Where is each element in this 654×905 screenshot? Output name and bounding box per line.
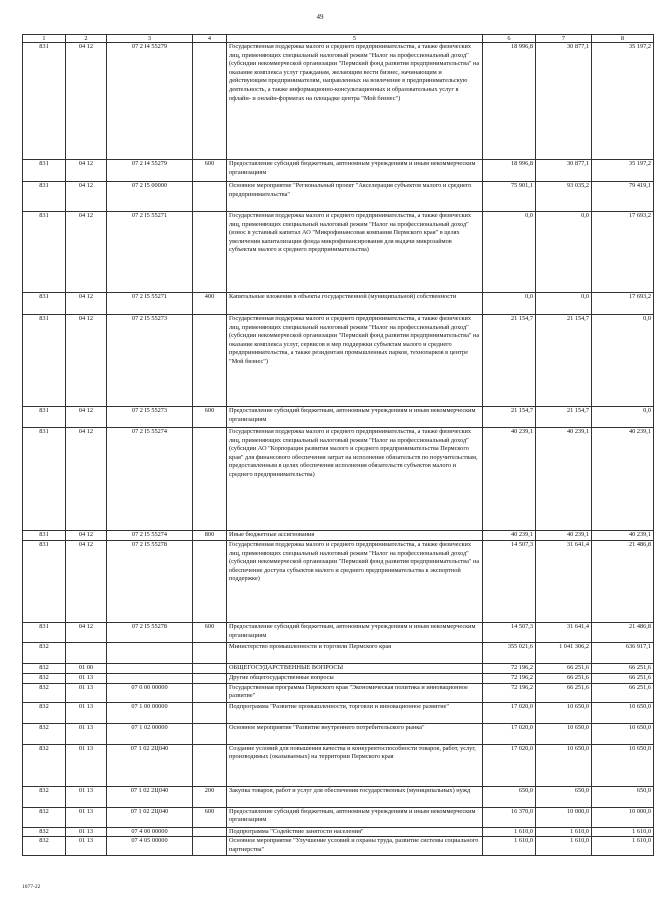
amount-year2-cell: 93 035,2 xyxy=(536,182,592,212)
section-cell: 04 12 xyxy=(66,212,107,293)
expense-type-cell xyxy=(193,664,227,674)
admin-code-cell: 832 xyxy=(23,674,66,684)
amount-year2-cell: 40 239,1 xyxy=(536,531,592,541)
amount-year3-cell: 66 251,6 xyxy=(592,683,654,702)
amount-year2-cell: 66 251,6 xyxy=(536,664,592,674)
admin-code-cell: 831 xyxy=(23,293,66,315)
description-cell: Государственная поддержка малого и среднего предпринимательства, а также физических лиц, применяющих специальный налоговый режим "Налог на профессиональный доход" (субсидии некоммерческой организации "Пермский фонд развития предпринимательства" на обеспечение доступа субъектов малого и среднего предпринимательства к экспортной поддержке) xyxy=(227,541,483,623)
amount-year1-cell: 18 996,8 xyxy=(483,43,536,160)
column-header: 6 xyxy=(483,35,536,43)
amount-year3-cell: 10 650,0 xyxy=(592,702,654,723)
description-cell: Основное мероприятие "Улучшение условий и охраны труда, развитие системы социального партнерства" xyxy=(227,837,483,856)
description-cell: Подпрограмма "Содействие занятости населения" xyxy=(227,827,483,837)
table-row xyxy=(23,683,654,702)
amount-year2-cell: 30 877,1 xyxy=(536,160,592,182)
description-cell: Предоставление субсидий бюджетным, автономным учреждениям и иным некоммерческим организациям xyxy=(227,160,483,182)
admin-code-cell: 832 xyxy=(23,827,66,837)
target-article-cell: 07 2 I5 55274 xyxy=(107,428,193,531)
description-cell: Государственная поддержка малого и среднего предпринимательства, а также физических лиц, применяющих специальный налоговый режим "Налог на профессиональный доход" (субсидии некоммерческой организации "Пермский фонд развития предпринимательства" на оказание комплекса услуг гражданам, желающим вести бизнес, начинающим и действующим предпринимателям, направленных на вовлечение в предпринимательскую деятельность, а также информационно-консультационных и образовательных услуг в офлайн- и онлайн-форматах на площадке центра "Мой бизнес") xyxy=(227,43,483,160)
table-row xyxy=(23,723,654,744)
target-article-cell: 07 2 I5 55273 xyxy=(107,407,193,428)
section-cell: 01 13 xyxy=(66,702,107,723)
amount-year2-cell: 1 041 306,2 xyxy=(536,643,592,664)
amount-year1-cell: 650,0 xyxy=(483,786,536,807)
amount-year2-cell: 30 877,1 xyxy=(536,43,592,160)
column-header: 1 xyxy=(23,35,66,43)
target-article-cell: 07 2 I5 55271 xyxy=(107,212,193,293)
amount-year2-cell: 10 650,0 xyxy=(536,744,592,786)
description-cell: Создание условий для повышения качества и конкурентоспособности товаров, работ, услуг, производимых (оказываемых) на территории Пермского края xyxy=(227,744,483,786)
amount-year2-cell: 1 610,0 xyxy=(536,837,592,856)
section-cell: 01 13 xyxy=(66,827,107,837)
admin-code-cell: 832 xyxy=(23,807,66,827)
target-article-cell: 07 1 02 2Ц040 xyxy=(107,744,193,786)
section-cell: 04 12 xyxy=(66,407,107,428)
amount-year1-cell: 21 154,7 xyxy=(483,315,536,407)
target-article-cell xyxy=(107,664,193,674)
amount-year1-cell: 14 507,3 xyxy=(483,623,536,643)
admin-code-cell: 832 xyxy=(23,786,66,807)
section-cell: 01 00 xyxy=(66,664,107,674)
expense-type-cell: 800 xyxy=(193,531,227,541)
description-cell: Государственная поддержка малого и среднего предпринимательства, а также физических лиц, применяющих специальный налоговый режим "Налог на профессиональный доход" (взнос в уставный капитал АО "Микрофинансовая компания Пермского края" в целях увеличения капитализации фонда микрофинансирования для выдачи микрозаймов субъектам малого и среднего предпринимательства) xyxy=(227,212,483,293)
amount-year3-cell: 21 486,8 xyxy=(592,623,654,643)
amount-year3-cell: 1 610,0 xyxy=(592,827,654,837)
description-cell: Основное мероприятие "Развитие внутреннего потребительского рынка" xyxy=(227,723,483,744)
amount-year2-cell: 10 000,0 xyxy=(536,807,592,827)
expense-type-cell xyxy=(193,541,227,623)
admin-code-cell: 831 xyxy=(23,623,66,643)
table-row xyxy=(23,807,654,827)
admin-code-cell: 831 xyxy=(23,212,66,293)
description-cell: Предоставление субсидий бюджетным, автономным учреждениям и иным некоммерческим организациям xyxy=(227,807,483,827)
page-number: 49 xyxy=(316,13,324,21)
target-article-cell: 07 1 02 2Ц040 xyxy=(107,807,193,827)
expense-type-cell xyxy=(193,428,227,531)
expense-type-cell xyxy=(193,182,227,212)
section-cell: 04 12 xyxy=(66,43,107,160)
section-cell: 01 13 xyxy=(66,786,107,807)
section-cell: 04 12 xyxy=(66,315,107,407)
amount-year1-cell: 40 239,1 xyxy=(483,531,536,541)
expense-type-cell xyxy=(193,315,227,407)
section-cell: 01 13 xyxy=(66,744,107,786)
amount-year1-cell: 0,0 xyxy=(483,212,536,293)
expense-type-cell xyxy=(193,723,227,744)
table-row xyxy=(23,160,654,182)
section-cell: 01 13 xyxy=(66,674,107,684)
amount-year3-cell: 35 197,2 xyxy=(592,160,654,182)
admin-code-cell: 831 xyxy=(23,315,66,407)
amount-year2-cell: 21 154,7 xyxy=(536,407,592,428)
target-article-cell: 07 1 00 00000 xyxy=(107,702,193,723)
section-cell: 04 12 xyxy=(66,623,107,643)
target-article-cell: 07 4 00 00000 xyxy=(107,827,193,837)
table-row xyxy=(23,664,654,674)
amount-year1-cell: 72 196,2 xyxy=(483,664,536,674)
target-article-cell: 07 2 I5 55274 xyxy=(107,531,193,541)
amount-year1-cell: 16 370,0 xyxy=(483,807,536,827)
column-header: 5 xyxy=(227,35,483,43)
amount-year1-cell: 14 507,3 xyxy=(483,541,536,623)
description-cell: Предоставление субсидий бюджетным, автономным учреждениям и иным некоммерческим организациям xyxy=(227,407,483,428)
table-row xyxy=(23,428,654,531)
admin-code-cell: 832 xyxy=(23,837,66,856)
admin-code-cell: 831 xyxy=(23,407,66,428)
amount-year1-cell: 72 196,2 xyxy=(483,683,536,702)
expense-type-cell: 600 xyxy=(193,407,227,428)
table-row xyxy=(23,674,654,684)
amount-year2-cell: 31 641,4 xyxy=(536,541,592,623)
amount-year3-cell: 10 650,0 xyxy=(592,744,654,786)
amount-year3-cell: 0,0 xyxy=(592,315,654,407)
expense-type-cell: 600 xyxy=(193,160,227,182)
section-cell: 01 13 xyxy=(66,837,107,856)
amount-year1-cell: 1 610,0 xyxy=(483,837,536,856)
amount-year1-cell: 0,0 xyxy=(483,293,536,315)
amount-year3-cell: 35 197,2 xyxy=(592,43,654,160)
column-header: 7 xyxy=(536,35,592,43)
expense-type-cell xyxy=(193,43,227,160)
target-article-cell: 07 0 00 00000 xyxy=(107,683,193,702)
table-row xyxy=(23,541,654,623)
target-article-cell: 07 4 05 00000 xyxy=(107,837,193,856)
description-cell: Иные бюджетные ассигнования xyxy=(227,531,483,541)
target-article-cell: 07 1 02 00000 xyxy=(107,723,193,744)
target-article-cell: 07 1 02 2Ц040 xyxy=(107,786,193,807)
expense-type-cell xyxy=(193,643,227,664)
admin-code-cell: 832 xyxy=(23,702,66,723)
amount-year2-cell: 650,0 xyxy=(536,786,592,807)
table-row xyxy=(23,212,654,293)
section-cell: 01 13 xyxy=(66,723,107,744)
admin-code-cell: 832 xyxy=(23,643,66,664)
expense-type-cell: 400 xyxy=(193,293,227,315)
expense-type-cell: 600 xyxy=(193,807,227,827)
amount-year3-cell: 21 486,8 xyxy=(592,541,654,623)
admin-code-cell: 831 xyxy=(23,182,66,212)
amount-year3-cell: 66 251,6 xyxy=(592,664,654,674)
section-cell: 04 12 xyxy=(66,541,107,623)
admin-code-cell: 832 xyxy=(23,744,66,786)
amount-year3-cell: 17 693,2 xyxy=(592,212,654,293)
column-header: 2 xyxy=(66,35,107,43)
expense-type-cell xyxy=(193,702,227,723)
amount-year2-cell: 10 650,0 xyxy=(536,702,592,723)
table-row xyxy=(23,623,654,643)
description-cell: Предоставление субсидий бюджетным, автономным учреждениям и иным некоммерческим организациям xyxy=(227,623,483,643)
table-row xyxy=(23,182,654,212)
amount-year1-cell: 355 021,6 xyxy=(483,643,536,664)
description-cell: Государственная поддержка малого и среднего предпринимательства, а также физических лиц, применяющих специальный налоговый режим "Налог на профессиональный доход" (субсидии АО "Корпорация развития малого и среднего предпринимательства Пермского края" для финансового обеспечения затрат на исполнение обязательств по поручительствам, предоставленным в целях обеспечения исполнения обязательств субъектов малого и среднего предпринимательства) xyxy=(227,428,483,531)
target-article-cell: 07 2 I5 55271 xyxy=(107,293,193,315)
section-cell: 04 12 xyxy=(66,428,107,531)
expense-type-cell xyxy=(193,212,227,293)
table-row xyxy=(23,837,654,856)
target-article-cell: 07 2 I5 00000 xyxy=(107,182,193,212)
section-cell xyxy=(66,643,107,664)
amount-year1-cell: 17 020,0 xyxy=(483,744,536,786)
expense-type-cell: 600 xyxy=(193,623,227,643)
amount-year1-cell: 1 610,0 xyxy=(483,827,536,837)
section-cell: 01 13 xyxy=(66,683,107,702)
column-header: 3 xyxy=(107,35,193,43)
footer-code: 1077-22 xyxy=(22,884,41,890)
amount-year1-cell: 75 901,1 xyxy=(483,182,536,212)
target-article-cell: 07 2 I4 55279 xyxy=(107,43,193,160)
amount-year1-cell: 40 239,1 xyxy=(483,428,536,531)
amount-year2-cell: 0,0 xyxy=(536,212,592,293)
column-header: 8 xyxy=(592,35,654,43)
table-row xyxy=(23,827,654,837)
admin-code-cell: 832 xyxy=(23,683,66,702)
amount-year2-cell: 31 641,4 xyxy=(536,623,592,643)
amount-year2-cell: 0,0 xyxy=(536,293,592,315)
amount-year3-cell: 10 000,0 xyxy=(592,807,654,827)
table-header-row xyxy=(23,35,654,43)
admin-code-cell: 831 xyxy=(23,160,66,182)
expense-type-cell xyxy=(193,683,227,702)
amount-year1-cell: 21 154,7 xyxy=(483,407,536,428)
amount-year3-cell: 66 251,6 xyxy=(592,674,654,684)
description-cell: Закупка товаров, работ и услуг для обеспечения государственных (муниципальных) нужд xyxy=(227,786,483,807)
target-article-cell xyxy=(107,674,193,684)
description-cell: Капитальные вложения в объекты государственной (муниципальной) собственности xyxy=(227,293,483,315)
target-article-cell xyxy=(107,643,193,664)
description-cell: ОБЩЕГОСУДАРСТВЕННЫЕ ВОПРОСЫ xyxy=(227,664,483,674)
description-cell: Государственная поддержка малого и среднего предпринимательства, а также физических лиц, применяющих специальный налоговый режим "Налог на профессиональный доход" (субсидии некоммерческой организации "Пермский фонд развития предпринимательства" на оказание комплекса услуг, сервисов и мер поддержки субъектам малого и среднего предпринимательства, а также резидентам промышленных парков, технопарков в центре "Мой бизнес") xyxy=(227,315,483,407)
table-row xyxy=(23,744,654,786)
amount-year3-cell: 0,0 xyxy=(592,407,654,428)
section-cell: 04 12 xyxy=(66,531,107,541)
amount-year3-cell: 636 917,1 xyxy=(592,643,654,664)
table-body xyxy=(23,43,654,856)
section-cell: 01 13 xyxy=(66,807,107,827)
amount-year2-cell: 66 251,6 xyxy=(536,674,592,684)
expense-type-cell xyxy=(193,827,227,837)
expense-type-cell xyxy=(193,674,227,684)
table-row xyxy=(23,786,654,807)
section-cell: 04 12 xyxy=(66,160,107,182)
amount-year2-cell: 66 251,6 xyxy=(536,683,592,702)
table-row xyxy=(23,702,654,723)
table-row xyxy=(23,315,654,407)
table-row xyxy=(23,643,654,664)
admin-code-cell: 831 xyxy=(23,428,66,531)
amount-year3-cell: 40 239,1 xyxy=(592,531,654,541)
section-cell: 04 12 xyxy=(66,182,107,212)
description-cell: Основное мероприятие "Региональный проект "Акселерация субъектов малого и среднего предпринимательства" xyxy=(227,182,483,212)
target-article-cell: 07 2 I5 55273 xyxy=(107,315,193,407)
amount-year3-cell: 650,0 xyxy=(592,786,654,807)
amount-year1-cell: 18 996,8 xyxy=(483,160,536,182)
amount-year1-cell: 72 196,2 xyxy=(483,674,536,684)
amount-year2-cell: 10 650,0 xyxy=(536,723,592,744)
amount-year2-cell: 1 610,0 xyxy=(536,827,592,837)
expense-type-cell xyxy=(193,837,227,856)
target-article-cell: 07 2 I5 55278 xyxy=(107,623,193,643)
target-article-cell: 07 2 I4 55279 xyxy=(107,160,193,182)
admin-code-cell: 831 xyxy=(23,531,66,541)
amount-year3-cell: 17 693,2 xyxy=(592,293,654,315)
amount-year3-cell: 40 239,1 xyxy=(592,428,654,531)
amount-year2-cell: 21 154,7 xyxy=(536,315,592,407)
description-cell: Государственная программа Пермского края "Экономическая политика и инновационное развитие" xyxy=(227,683,483,702)
admin-code-cell: 832 xyxy=(23,664,66,674)
amount-year3-cell: 1 610,0 xyxy=(592,837,654,856)
description-cell: Другие общегосударственные вопросы xyxy=(227,674,483,684)
table-row xyxy=(23,407,654,428)
description-cell: Министерство промышленности и торговли Пермского края xyxy=(227,643,483,664)
admin-code-cell: 831 xyxy=(23,541,66,623)
budget-table xyxy=(22,34,654,856)
expense-type-cell: 200 xyxy=(193,786,227,807)
amount-year1-cell: 17 020,0 xyxy=(483,702,536,723)
column-header: 4 xyxy=(193,35,227,43)
amount-year1-cell: 17 020,0 xyxy=(483,723,536,744)
admin-code-cell: 832 xyxy=(23,723,66,744)
description-cell: Подпрограмма "Развитие промышленности, торговли и инновационное развитие" xyxy=(227,702,483,723)
target-article-cell: 07 2 I5 55278 xyxy=(107,541,193,623)
amount-year3-cell: 79 419,1 xyxy=(592,182,654,212)
admin-code-cell: 831 xyxy=(23,43,66,160)
table-row xyxy=(23,293,654,315)
amount-year2-cell: 40 239,1 xyxy=(536,428,592,531)
table-row xyxy=(23,531,654,541)
amount-year3-cell: 10 650,0 xyxy=(592,723,654,744)
expense-type-cell xyxy=(193,744,227,786)
section-cell: 04 12 xyxy=(66,293,107,315)
table-row xyxy=(23,43,654,160)
